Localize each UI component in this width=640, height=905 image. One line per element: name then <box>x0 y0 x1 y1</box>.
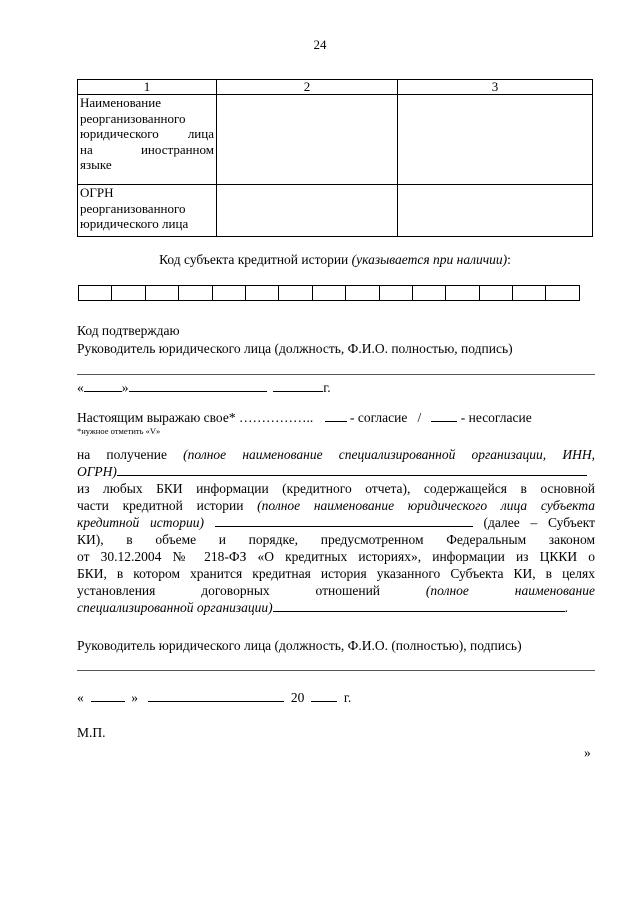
code-digit-box[interactable] <box>480 285 513 301</box>
code-title-note: (указывается при наличии) <box>351 252 508 267</box>
code-digit-box[interactable] <box>179 285 212 301</box>
legal-entity-name-field[interactable] <box>215 514 473 527</box>
date-quote-open: « <box>77 380 84 395</box>
table-row <box>78 95 593 185</box>
body-line: КИ), в объеме и порядке, предусмотренном Федеральным законом <box>77 532 595 547</box>
table-row <box>78 185 593 237</box>
body-line: ОГРН) <box>77 463 595 480</box>
code-title-text: Код субъекта кредитной истории <box>159 252 352 267</box>
table-cell-col3[interactable] <box>398 185 593 237</box>
body-line: на получение (полное наименование специализированной организации, ИНН, <box>77 447 595 462</box>
code-digit-box[interactable] <box>446 285 479 301</box>
body-line: части кредитной истории (полное наименование юридического лица субъекта <box>77 498 595 513</box>
label-line: на иностранном <box>80 141 214 157</box>
body-line: кредитной истории) (далее – Субъект <box>77 515 596 530</box>
code-digit-box[interactable] <box>279 285 312 301</box>
body-line: установления договорных отношений (полное наименование <box>77 583 595 598</box>
disagree-label: - несогласие <box>460 410 532 425</box>
page-number: 24 <box>313 37 327 52</box>
consent-body <box>77 446 595 616</box>
disagree-mark-field[interactable] <box>431 409 457 422</box>
specialized-org-field[interactable] <box>273 599 565 612</box>
year-suffix: г. <box>343 690 352 705</box>
year-field[interactable] <box>311 689 337 702</box>
consent-lead: Настоящим выражаю свое* …………….. <box>77 410 314 425</box>
month-field[interactable] <box>129 379 267 392</box>
head-signature-caption: Руководитель юридического лица (должность, Ф.И.О. полностью, подпись) <box>77 341 513 356</box>
month-field[interactable] <box>148 689 284 702</box>
signature-line <box>77 374 595 375</box>
code-digit-box[interactable] <box>413 285 446 301</box>
reorganized-entity-table <box>77 79 593 237</box>
consent-slash: / <box>417 410 422 425</box>
date-quote-open: « <box>77 690 84 705</box>
code-digit-box[interactable] <box>112 285 145 301</box>
body-line: от 30.12.2004 № 218-ФЗ «О кредитных историях», информации из ЦККИ о <box>77 549 595 564</box>
consent-footnote: *нужное отметить «V» <box>77 426 161 436</box>
date-quote-close: » <box>121 380 129 395</box>
agree-mark-field[interactable] <box>325 409 347 422</box>
label-line: юридического лица <box>80 126 214 141</box>
code-title-colon: : <box>507 252 511 267</box>
year-prefix: 20 <box>290 690 305 705</box>
row-label-ogrn <box>78 185 217 237</box>
label-line: Наименование <box>80 95 161 110</box>
signature-line-2 <box>77 670 595 671</box>
table-cell-col2[interactable] <box>217 185 398 237</box>
label-line: реорганизованного <box>80 110 186 126</box>
table-cell-col3[interactable] <box>398 95 593 185</box>
table-header-cell: 2 <box>217 80 398 95</box>
label-line: реорганизованного <box>80 200 186 216</box>
credit-subject-code-boxes <box>78 285 580 301</box>
stamp-label: М.П. <box>77 725 106 740</box>
code-digit-box[interactable] <box>546 285 579 301</box>
table-header-cell: 3 <box>398 80 593 95</box>
code-digit-box[interactable] <box>246 285 279 301</box>
day-field[interactable] <box>84 379 122 392</box>
label-line: юридического лица <box>80 216 189 231</box>
signature-date-line <box>77 689 351 706</box>
code-digit-box[interactable] <box>346 285 379 301</box>
code-digit-box[interactable] <box>213 285 246 301</box>
year-suffix: г. <box>323 380 331 395</box>
closing-quote: » <box>584 745 591 760</box>
body-line: специализированной организации) . <box>77 600 569 615</box>
agree-label: - согласие <box>349 410 408 425</box>
head-signature-caption-2: Руководитель юридического лица (должность, Ф.И.О. (полностью), подпись) <box>77 638 522 653</box>
code-digit-box[interactable] <box>146 285 179 301</box>
body-line: из любых БКИ информации (кредитного отчета), содержащейся в основной <box>77 481 595 496</box>
date-quote-close: » <box>131 690 138 705</box>
consent-line <box>77 409 595 426</box>
day-field[interactable] <box>91 689 125 702</box>
year-field[interactable] <box>273 379 323 392</box>
body-line: БКИ, в котором хранится кредитная история указанного Субъекта КИ, в целях <box>77 566 595 581</box>
label-line: ОГРН <box>80 185 114 200</box>
confirm-date-line <box>77 379 331 396</box>
code-confirm-label: Код подтверждаю <box>77 323 180 338</box>
code-digit-box[interactable] <box>380 285 413 301</box>
row-label-foreign-name <box>78 95 217 185</box>
label-line: языке <box>80 157 112 172</box>
code-digit-box[interactable] <box>79 285 112 301</box>
code-digit-box[interactable] <box>513 285 546 301</box>
table-header-cell: 1 <box>78 80 217 95</box>
code-digit-box[interactable] <box>313 285 346 301</box>
organization-name-field[interactable] <box>117 463 587 476</box>
table-cell-col2[interactable] <box>217 95 398 185</box>
credit-subject-code-title <box>77 252 593 268</box>
table-header-row <box>78 80 593 95</box>
